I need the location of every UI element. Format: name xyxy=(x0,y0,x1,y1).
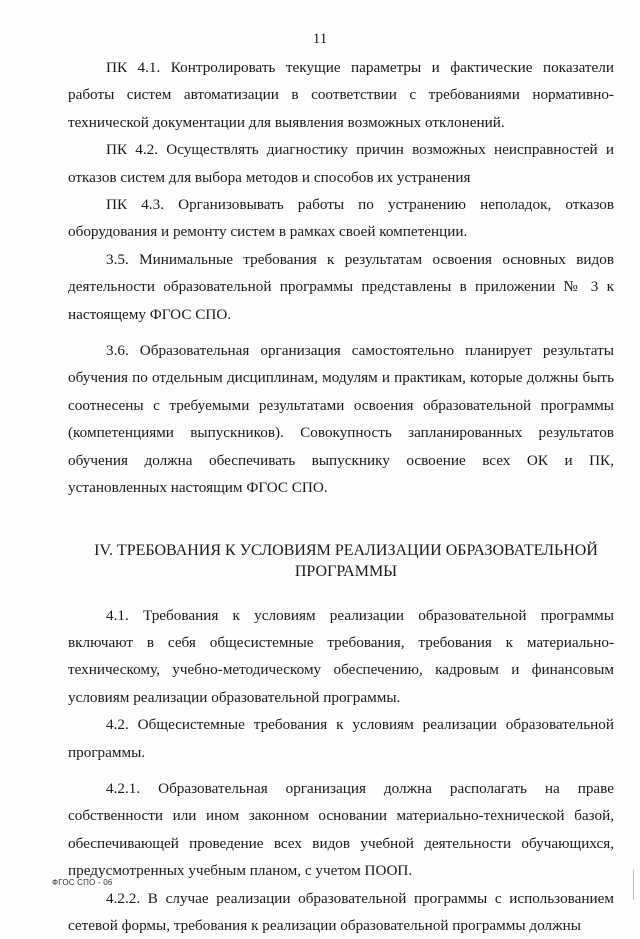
paragraph-pk-4-3: ПК 4.3. Организовывать работы по устранению неполадок, отказов оборудования и ремонту систем в рамках своей компетенции. xyxy=(68,196,614,241)
paragraph-3-5: 3.5. Минимальные требования к результатам освоения основных видов деятельности образовательной программы представлены в приложении № 3 к настоящему ФГОС СПО. xyxy=(68,250,614,323)
paragraph-3-6: 3.6. Образовательная организация самостоятельно планирует результаты обучения по отдельным дисциплинам, модулям и практикам, которые должны быть соотнесены с требуемыми результатами освоения образовательной программы (компетенциями выпускников). Совокупность запланированных результатов обучения должна обеспечивать выпускнику освоение всех ОК и ПК, установленных настоящим ФГОС СПО. xyxy=(68,342,614,497)
footer-code: ФГОС СПО - 06 xyxy=(52,878,113,887)
scan-edge-mark xyxy=(633,870,634,900)
paragraph-pk-4-2: ПК 4.2. Осуществлять диагностику причин возможных неисправностей и отказов систем для выбора методов и способов их устранения xyxy=(68,141,614,186)
paragraph-pk-4-1: ПК 4.1. Контролировать текущие параметры и фактические показатели работы систем автоматизации в соответствии с требованиями нормативно-технической документации для выявления возможных отклонений. xyxy=(68,59,614,131)
paragraph-4-1: 4.1. Требования к условиям реализации образовательной программы включают в себя общесистемные требования, требования к материально-техническому, учебно-методическому обеспечению, кадровым и финансовым условиям реализации образовательной программы. xyxy=(68,606,614,706)
document-body xyxy=(68,54,614,939)
paragraph-4-2: 4.2. Общесистемные требования к условиям реализации образовательной программы. xyxy=(68,716,614,761)
page-number: 11 xyxy=(312,31,328,47)
paragraph-4-2-2: 4.2.2. В случае реализации образовательной программы с использованием сетевой формы, требования к реализации образовательной программы должны xyxy=(68,889,614,934)
paragraph-4-2-1: 4.2.1. Образовательная организация должна располагать на праве собственности или ином законном основании материально-технической базой, обеспечивающей проведение всех видов учебной деятельности обучающихся, предусмотренных учебным планом, с учетом ПООП. xyxy=(68,779,614,880)
section-heading: IV. ТРЕБОВАНИЯ К УСЛОВИЯМ РЕАЛИЗАЦИИ ОБРАЗОВАТЕЛЬНОЙ ПРОГРАММЫ xyxy=(94,541,598,580)
